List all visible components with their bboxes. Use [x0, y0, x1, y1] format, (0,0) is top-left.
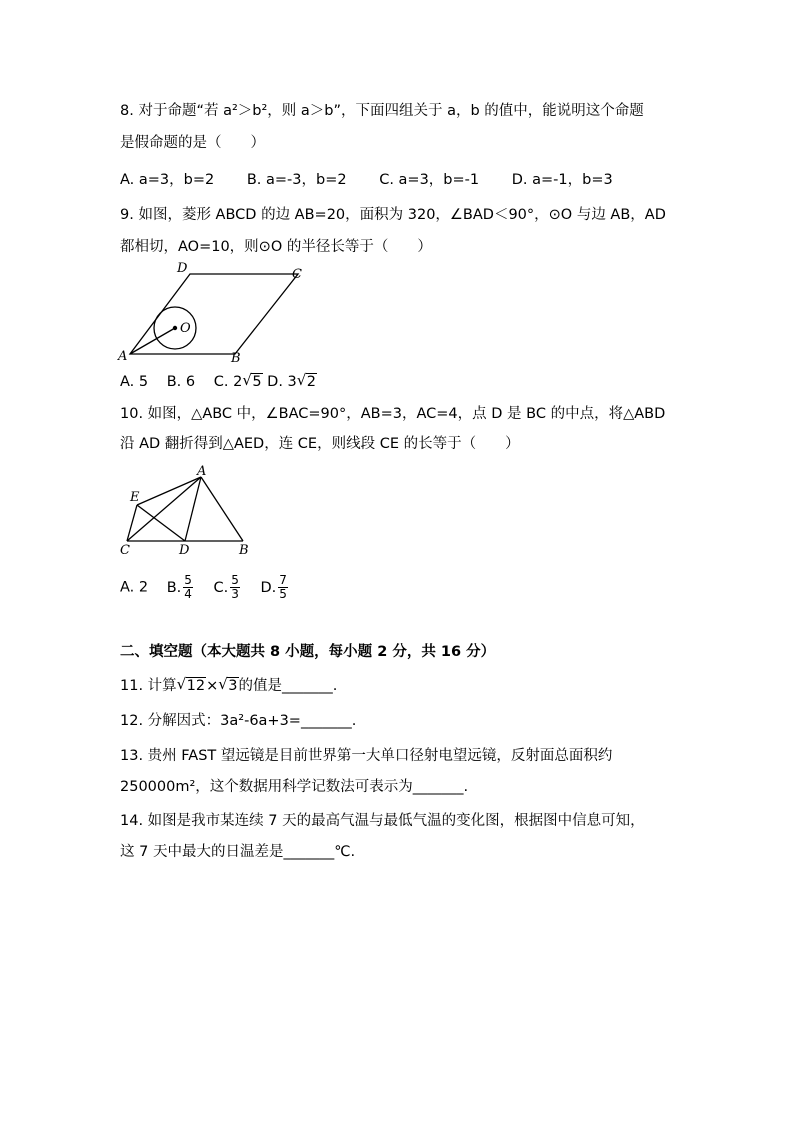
q9-line2: 都相切，AO=10，则⊙O 的半径长等于（ ）	[120, 239, 432, 255]
segment-ad	[185, 477, 201, 541]
q10-option-c: C. $\frac{5}{3}$	[213, 573, 239, 601]
label-d: D	[177, 261, 188, 276]
label-c: C	[120, 543, 130, 558]
q10-option-a: A. 2	[120, 579, 149, 596]
q9-option-d: D. 3 √ 2	[267, 371, 316, 390]
label-o: O	[180, 321, 191, 336]
triangle-figure	[115, 462, 265, 558]
rhombus-figure	[115, 258, 315, 368]
q8-line1: 8. 对于命题“若 a²＞b²，则 a＞b”，下面四组关于 a，b 的值中，能说明这个命题	[120, 103, 644, 119]
segment-ao	[130, 328, 175, 354]
label-a: A	[118, 349, 128, 364]
label-e: E	[130, 490, 140, 505]
section2-heading: 二、填空题（本大题共 8 小题，每小题 2 分，共 16 分）	[120, 644, 496, 660]
q8-line2: 是假命题的是（ ）	[120, 135, 265, 151]
q9-line1: 9. 如图，菱形 ABCD 的边 AB=20，面积为 320，∠BAD＜90°，⊙O 与边 AB，AD	[120, 207, 666, 223]
q10-line1: 10. 如图，△ABC 中，∠BAC=90°，AB=3，AC=4，点 D 是 BC 的中点，将△ABD	[120, 406, 666, 422]
label-c: C	[292, 267, 302, 282]
q9-option-a: A. 5	[120, 374, 149, 390]
segment-ce	[127, 505, 137, 541]
segment-ae	[137, 477, 201, 505]
q14-line2: 这 7 天中最大的日温差是_______℃.	[120, 844, 356, 860]
q8-option-a: A. a=3，b=2	[120, 172, 215, 188]
segment-ab	[201, 477, 243, 541]
q9-option-b: B. 6	[166, 374, 196, 390]
q8-option-b: B. a=-3，b=2	[246, 172, 347, 188]
label-b: B	[231, 351, 241, 366]
segment-ed	[137, 505, 185, 541]
q10-line2: 沿 AD 翻折得到△AED，连 CE，则线段 CE 的长等于（ ）	[120, 436, 520, 452]
center-o-dot	[173, 326, 177, 330]
rhombus-abcd	[130, 274, 298, 354]
q13-line1: 13. 贵州 FAST 望远镜是目前世界第一大单口径射电望远镜，反射面总面积约	[120, 748, 613, 764]
segment-ac	[127, 477, 201, 541]
q13-line2: 250000m²，这个数据用科学记数法可表示为_______.	[120, 779, 469, 795]
q9-option-c: C. 2 √ 5	[213, 371, 262, 390]
q8-option-d: D. a=-1，b=3	[511, 172, 613, 188]
q10-options	[120, 574, 290, 601]
q8-options	[120, 170, 613, 190]
label-b: B	[239, 543, 249, 558]
q12: 12. 分解因式：3a²-6a+3=_______.	[120, 713, 357, 729]
label-a: A	[197, 464, 207, 479]
q14-line1: 14. 如图是我市某连续 7 天的最高气温与最低气温的变化图，根据图中信息可知，	[120, 813, 645, 829]
q10-option-d: D. $\frac{7}{5}$	[260, 573, 287, 601]
q11: 11. 计算 √ 12× √ 3的值是_______.	[120, 675, 338, 694]
q9-options	[120, 372, 317, 392]
q8-option-c: C. a=3，b=-1	[379, 172, 480, 188]
label-d: D	[179, 543, 190, 558]
q10-option-b: B. $\frac{5}{4}$	[166, 573, 192, 601]
